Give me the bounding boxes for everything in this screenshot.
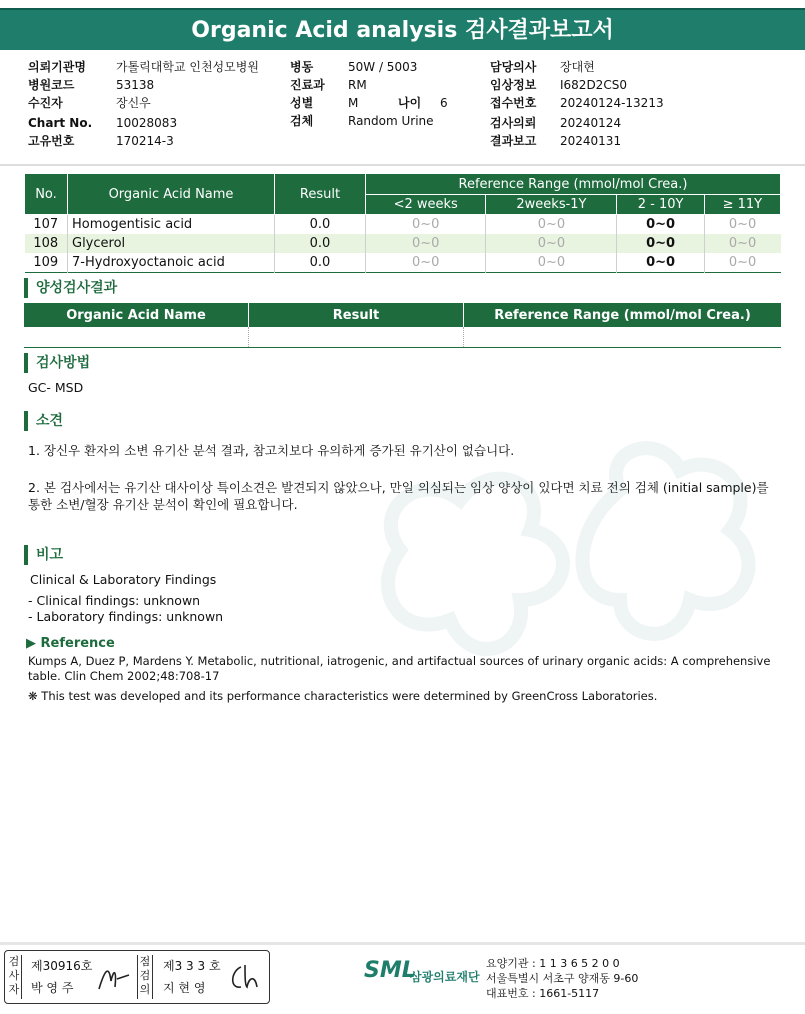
row-r4: 0~0 [704,234,780,253]
row-r1: 0~0 [366,253,486,273]
pos-col-ref: Reference Range (mmol/mol Crea.) [464,303,782,327]
reference-line-1: Kumps A, Duez P, Mardens Y. Metabolic, nutritional, iatrogenic, and artifactual sources of urinary organic acids: A comprehensive [28,654,771,668]
row-r4: 0~0 [704,215,780,235]
findings-section-title: 소견 [24,411,63,431]
tester-signature-icon [95,961,133,993]
col-name: Organic Acid Name [68,174,275,215]
remarks-heading: Clinical & Laboratory Findings [30,572,217,587]
remarks-section-title: 비고 [24,545,63,565]
footer-divider [0,942,805,945]
reception-value: 20240124-13213 [560,96,664,110]
clinical-value: I682D2CS0 [560,78,627,92]
tester-number: 제30916호 [31,959,93,973]
laboratory-findings: - Laboratory findings: unknown [28,609,224,624]
age-label: 나이 [398,96,422,110]
checker-signature-icon [227,961,263,993]
row-r2: 0~0 [486,253,617,273]
code-label: 병원코드 [28,78,75,92]
specimen-value: Random Urine [348,114,434,128]
table-row [24,327,781,348]
request-value: 20240124 [560,116,622,130]
col-no: No. [25,174,68,215]
watermark-icon [360,430,800,730]
signature-box [4,950,270,1004]
reference-title: ▶ Reference [26,636,115,651]
chart-label: Chart No. [28,116,93,130]
uid-value: 170214-3 [116,134,174,148]
tester-name: 박 영 주 [31,981,74,995]
row-r4: 0~0 [704,253,780,273]
row-name: 7-Hydroxyoctanoic acid [68,253,275,273]
reception-label: 접수번호 [490,96,537,110]
row-r1: 0~0 [366,234,486,253]
positive-results-table [24,303,781,348]
finding-2a: 2. 본 검사에서는 유기산 대사이상 특이소견은 발견되지 않았으나, 만일 의심되는 임상 양상이 있다면 치료 전의 검체 (initial sample)를 [28,480,769,495]
hospital-label: 의뢰기관명 [28,60,86,74]
row-result: 0.0 [275,234,366,253]
method-section-title: 검사방법 [24,353,90,373]
request-label: 검사의뢰 [490,116,537,130]
col-range-3: 2 - 10Y [617,195,704,215]
col-range-1: <2 weeks [366,195,486,215]
row-r2: 0~0 [486,234,617,253]
sex-label: 성별 [290,96,314,110]
organic-acid-table [24,173,781,273]
positive-section-title: 양성검사결과 [24,278,117,298]
ward-label: 병동 [290,60,314,74]
finding-1: 1. 장신우 환자의 소변 유기산 분석 결과, 참고치보다 유의하게 증가된 유기산이 없습니다. [28,443,515,458]
table-row [25,215,781,235]
clinical-findings: - Clinical findings: unknown [28,593,201,608]
dept-label: 진료과 [290,78,325,92]
care-number: 요양기관 : 1 1 3 6 5 2 0 0 [486,957,620,970]
checker-name: 지 현 영 [163,981,206,995]
org-address: 서울특별시 서초구 양재동 9-60 [486,972,639,985]
row-name: Glycerol [68,234,275,253]
finding-2b: 통한 소변/혈장 유기산 분석이 확인에 필요합니다. [28,497,298,512]
age-value: 6 [440,96,448,110]
uid-label: 고유번호 [28,134,75,148]
row-result: 0.0 [275,253,366,273]
row-r1: 0~0 [366,215,486,235]
sml-logo: SML [364,958,416,983]
chart-value: 10028083 [116,116,178,130]
checker-label: 점검의 [137,955,153,999]
row-r3: 0~0 [617,215,704,235]
report-value: 20240131 [560,134,622,148]
org-phone: 대표번호 : 1661-5117 [486,987,600,1000]
patient-label: 수진자 [28,96,63,110]
dept-value: RM [348,78,367,92]
ward-value: 50W / 5003 [348,60,418,74]
checker-number: 제3 3 3 호 [163,959,221,973]
table-row [25,234,781,253]
sex-value: M [348,96,359,110]
row-r2: 0~0 [486,215,617,235]
test-note: ❋ This test was developed and its performance characteristics were determined by GreenCross Laboratories. [28,689,658,703]
row-no: 107 [33,217,59,232]
col-result: Result [275,174,366,215]
doctor-label: 담당의사 [490,60,537,74]
pos-col-name: Organic Acid Name [24,303,249,327]
row-no: 109 [33,255,59,270]
row-no: 108 [25,234,68,253]
tester-label: 검사자 [7,955,22,999]
col-ref: Reference Range (mmol/mol Crea.) [366,174,781,195]
row-r3: 0~0 [617,253,704,273]
reference-line-2: table. Clin Chem 2002;48:708-17 [28,669,220,683]
report-label: 결과보고 [490,134,537,148]
clinical-label: 임상정보 [490,78,537,92]
code-value: 53138 [116,78,155,92]
col-range-2: 2weeks-1Y [486,195,617,215]
table-row [25,253,781,273]
row-result: 0.0 [275,215,366,235]
row-r3: 0~0 [617,234,704,253]
report-title: Organic Acid analysis 검사결과보고서 [0,8,805,50]
col-range-4: ≥ 11Y [704,195,780,215]
patient-value: 장신우 [116,96,151,110]
doctor-value: 장대현 [560,60,595,74]
row-name: Homogentisic acid [68,215,275,235]
specimen-label: 검체 [290,114,314,128]
hospital-value: 가톨릭대학교 인천성모병원 [116,60,259,74]
method-value: GC- MSD [28,380,84,395]
org-name: 삼광의료재단 [410,970,480,984]
header-divider [0,164,805,166]
pos-col-result: Result [249,303,464,327]
